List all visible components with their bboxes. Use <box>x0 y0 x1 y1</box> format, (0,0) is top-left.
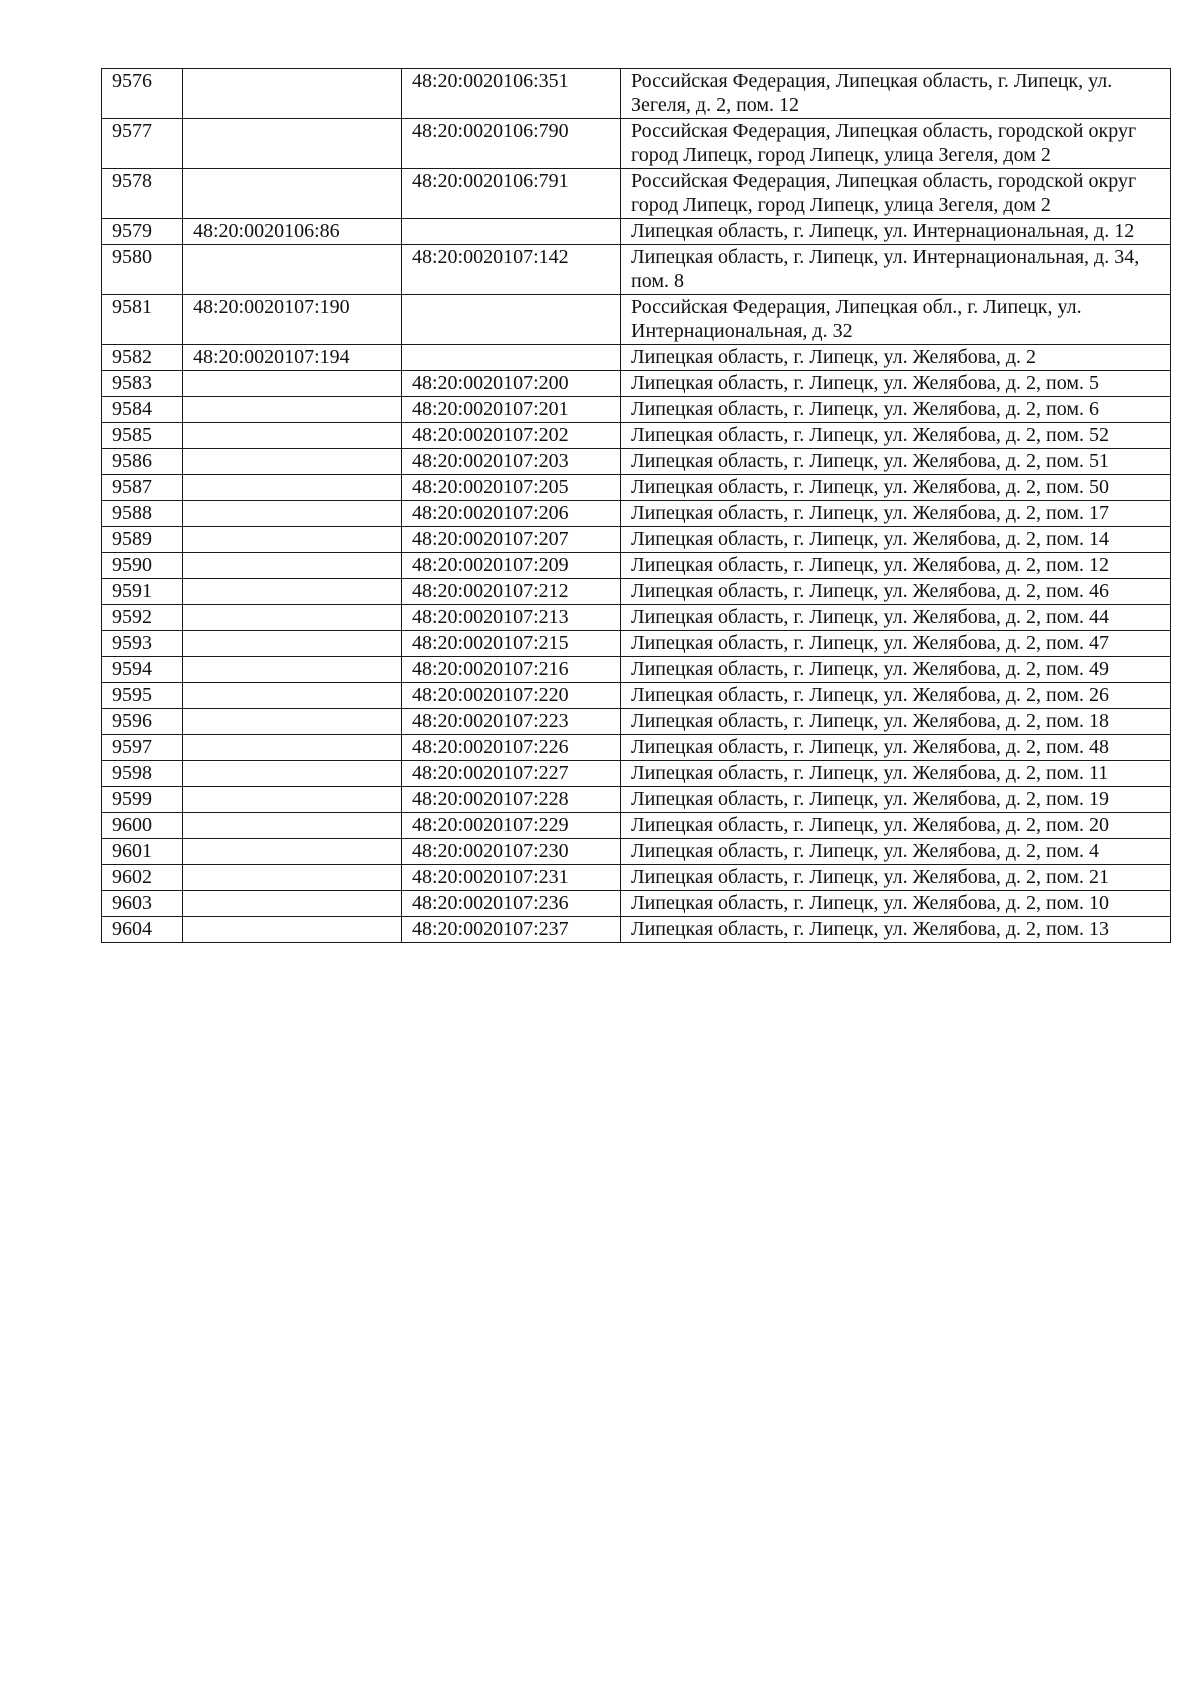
parcel-cadastral-number-cell <box>183 553 402 579</box>
address-cell: Липецкая область, г. Липецк, ул. Желябова, д. 2, пом. 18 <box>621 709 1171 735</box>
address-cell: Липецкая область, г. Липецк, ул. Желябова, д. 2, пом. 5 <box>621 371 1171 397</box>
object-cadastral-number-cell: 48:20:0020107:213 <box>402 605 621 631</box>
parcel-cadastral-number-cell <box>183 423 402 449</box>
address-cell: Липецкая область, г. Липецк, ул. Желябова, д. 2, пом. 44 <box>621 605 1171 631</box>
address-cell: Российская Федерация, Липецкая область, городской округ город Липецк, город Липецк, улица Зегеля, дом 2 <box>621 169 1171 219</box>
object-cadastral-number-cell <box>402 219 621 245</box>
parcel-cadastral-number-cell <box>183 683 402 709</box>
row-number-cell: 9590 <box>102 553 183 579</box>
parcel-cadastral-number-cell <box>183 579 402 605</box>
row-number-cell: 9587 <box>102 475 183 501</box>
table-row <box>102 245 1171 295</box>
object-cadastral-number-cell: 48:20:0020107:215 <box>402 631 621 657</box>
address-cell: Липецкая область, г. Липецк, ул. Желябова, д. 2, пом. 10 <box>621 891 1171 917</box>
row-number-cell: 9576 <box>102 69 183 119</box>
row-number-cell: 9584 <box>102 397 183 423</box>
table-row <box>102 917 1171 943</box>
row-number-cell: 9598 <box>102 761 183 787</box>
table-row <box>102 657 1171 683</box>
object-cadastral-number-cell: 48:20:0020107:223 <box>402 709 621 735</box>
address-cell: Липецкая область, г. Липецк, ул. Желябова, д. 2, пом. 50 <box>621 475 1171 501</box>
address-cell: Липецкая область, г. Липецк, ул. Желябова, д. 2, пом. 17 <box>621 501 1171 527</box>
object-cadastral-number-cell: 48:20:0020107:212 <box>402 579 621 605</box>
object-cadastral-number-cell: 48:20:0020107:229 <box>402 813 621 839</box>
address-cell: Липецкая область, г. Липецк, ул. Желябова, д. 2, пом. 12 <box>621 553 1171 579</box>
object-cadastral-number-cell: 48:20:0020107:201 <box>402 397 621 423</box>
object-cadastral-number-cell: 48:20:0020106:790 <box>402 119 621 169</box>
table-row <box>102 371 1171 397</box>
object-cadastral-number-cell: 48:20:0020107:226 <box>402 735 621 761</box>
table-row <box>102 345 1171 371</box>
row-number-cell: 9588 <box>102 501 183 527</box>
parcel-cadastral-number-cell <box>183 865 402 891</box>
parcel-cadastral-number-cell <box>183 475 402 501</box>
address-cell: Липецкая область, г. Липецк, ул. Желябова, д. 2, пом. 48 <box>621 735 1171 761</box>
parcel-cadastral-number-cell: 48:20:0020107:194 <box>183 345 402 371</box>
parcel-cadastral-number-cell: 48:20:0020107:190 <box>183 295 402 345</box>
parcel-cadastral-number-cell <box>183 371 402 397</box>
parcel-cadastral-number-cell <box>183 501 402 527</box>
parcel-cadastral-number-cell <box>183 397 402 423</box>
table-row <box>102 891 1171 917</box>
address-cell: Липецкая область, г. Липецк, ул. Желябова, д. 2, пом. 51 <box>621 449 1171 475</box>
table-row <box>102 169 1171 219</box>
row-number-cell: 9600 <box>102 813 183 839</box>
table-row <box>102 761 1171 787</box>
object-cadastral-number-cell: 48:20:0020107:216 <box>402 657 621 683</box>
address-cell: Липецкая область, г. Липецк, ул. Желябова, д. 2, пом. 46 <box>621 579 1171 605</box>
table-row <box>102 69 1171 119</box>
parcel-cadastral-number-cell <box>183 787 402 813</box>
row-number-cell: 9593 <box>102 631 183 657</box>
row-number-cell: 9579 <box>102 219 183 245</box>
address-cell: Липецкая область, г. Липецк, ул. Интернациональная, д. 34, пом. 8 <box>621 245 1171 295</box>
row-number-cell: 9595 <box>102 683 183 709</box>
address-cell: Липецкая область, г. Липецк, ул. Желябова, д. 2, пом. 21 <box>621 865 1171 891</box>
object-cadastral-number-cell: 48:20:0020107:207 <box>402 527 621 553</box>
object-cadastral-number-cell: 48:20:0020107:205 <box>402 475 621 501</box>
row-number-cell: 9602 <box>102 865 183 891</box>
address-cell: Липецкая область, г. Липецк, ул. Желябова, д. 2, пом. 6 <box>621 397 1171 423</box>
table-row <box>102 423 1171 449</box>
address-cell: Липецкая область, г. Липецк, ул. Желябова, д. 2, пом. 11 <box>621 761 1171 787</box>
parcel-cadastral-number-cell <box>183 761 402 787</box>
object-cadastral-number-cell: 48:20:0020107:209 <box>402 553 621 579</box>
row-number-cell: 9589 <box>102 527 183 553</box>
parcel-cadastral-number-cell <box>183 605 402 631</box>
parcel-cadastral-number-cell <box>183 527 402 553</box>
row-number-cell: 9591 <box>102 579 183 605</box>
address-cell: Липецкая область, г. Липецк, ул. Желябова, д. 2, пом. 52 <box>621 423 1171 449</box>
table-row <box>102 527 1171 553</box>
object-cadastral-number-cell: 48:20:0020107:142 <box>402 245 621 295</box>
address-cell: Липецкая область, г. Липецк, ул. Желябова, д. 2, пом. 13 <box>621 917 1171 943</box>
row-number-cell: 9581 <box>102 295 183 345</box>
parcel-cadastral-number-cell <box>183 631 402 657</box>
parcel-cadastral-number-cell <box>183 69 402 119</box>
table-row <box>102 865 1171 891</box>
table-row <box>102 709 1171 735</box>
parcel-cadastral-number-cell <box>183 119 402 169</box>
object-cadastral-number-cell: 48:20:0020107:203 <box>402 449 621 475</box>
object-cadastral-number-cell <box>402 345 621 371</box>
table-body <box>102 69 1171 943</box>
row-number-cell: 9577 <box>102 119 183 169</box>
table-row <box>102 219 1171 245</box>
address-cell: Липецкая область, г. Липецк, ул. Желябова, д. 2, пом. 49 <box>621 657 1171 683</box>
table-row <box>102 397 1171 423</box>
row-number-cell: 9599 <box>102 787 183 813</box>
address-cell: Липецкая область, г. Липецк, ул. Желябова, д. 2, пом. 19 <box>621 787 1171 813</box>
object-cadastral-number-cell: 48:20:0020107:220 <box>402 683 621 709</box>
object-cadastral-number-cell: 48:20:0020107:202 <box>402 423 621 449</box>
object-cadastral-number-cell: 48:20:0020107:206 <box>402 501 621 527</box>
row-number-cell: 9582 <box>102 345 183 371</box>
row-number-cell: 9592 <box>102 605 183 631</box>
parcel-cadastral-number-cell <box>183 813 402 839</box>
row-number-cell: 9586 <box>102 449 183 475</box>
address-cell: Липецкая область, г. Липецк, ул. Желябова, д. 2, пом. 14 <box>621 527 1171 553</box>
object-cadastral-number-cell: 48:20:0020106:791 <box>402 169 621 219</box>
address-cell: Российская Федерация, Липецкая область, городской округ город Липецк, город Липецк, улица Зегеля, дом 2 <box>621 119 1171 169</box>
address-cell: Липецкая область, г. Липецк, ул. Желябова, д. 2, пом. 26 <box>621 683 1171 709</box>
object-cadastral-number-cell: 48:20:0020106:351 <box>402 69 621 119</box>
address-cell: Липецкая область, г. Липецк, ул. Желябова, д. 2, пом. 4 <box>621 839 1171 865</box>
table-row <box>102 501 1171 527</box>
row-number-cell: 9585 <box>102 423 183 449</box>
table-row <box>102 475 1171 501</box>
parcel-cadastral-number-cell <box>183 657 402 683</box>
address-cell: Липецкая область, г. Липецк, ул. Желябова, д. 2, пом. 20 <box>621 813 1171 839</box>
object-cadastral-number-cell: 48:20:0020107:230 <box>402 839 621 865</box>
parcel-cadastral-number-cell: 48:20:0020106:86 <box>183 219 402 245</box>
address-cell: Липецкая область, г. Липецк, ул. Интернациональная, д. 12 <box>621 219 1171 245</box>
object-cadastral-number-cell <box>402 295 621 345</box>
object-cadastral-number-cell: 48:20:0020107:231 <box>402 865 621 891</box>
parcel-cadastral-number-cell <box>183 709 402 735</box>
row-number-cell: 9603 <box>102 891 183 917</box>
table-row <box>102 449 1171 475</box>
parcel-cadastral-number-cell <box>183 891 402 917</box>
parcel-cadastral-number-cell <box>183 839 402 865</box>
address-cell: Липецкая область, г. Липецк, ул. Желябова, д. 2, пом. 47 <box>621 631 1171 657</box>
table-row <box>102 813 1171 839</box>
parcel-cadastral-number-cell <box>183 245 402 295</box>
address-cell: Липецкая область, г. Липецк, ул. Желябова, д. 2 <box>621 345 1171 371</box>
table-row <box>102 839 1171 865</box>
object-cadastral-number-cell: 48:20:0020107:227 <box>402 761 621 787</box>
parcel-cadastral-number-cell <box>183 449 402 475</box>
address-cell: Российская Федерация, Липецкая область, г. Липецк, ул. Зегеля, д. 2, пом. 12 <box>621 69 1171 119</box>
table-row <box>102 735 1171 761</box>
parcel-cadastral-number-cell <box>183 169 402 219</box>
table-row <box>102 295 1171 345</box>
cadastral-table <box>101 68 1171 943</box>
parcel-cadastral-number-cell <box>183 735 402 761</box>
row-number-cell: 9578 <box>102 169 183 219</box>
table-row <box>102 631 1171 657</box>
object-cadastral-number-cell: 48:20:0020107:200 <box>402 371 621 397</box>
table-row <box>102 683 1171 709</box>
row-number-cell: 9601 <box>102 839 183 865</box>
table-row <box>102 553 1171 579</box>
row-number-cell: 9580 <box>102 245 183 295</box>
row-number-cell: 9597 <box>102 735 183 761</box>
parcel-cadastral-number-cell <box>183 917 402 943</box>
row-number-cell: 9604 <box>102 917 183 943</box>
table-row <box>102 579 1171 605</box>
row-number-cell: 9583 <box>102 371 183 397</box>
address-cell: Российская Федерация, Липецкая обл., г. Липецк, ул. Интернациональная, д. 32 <box>621 295 1171 345</box>
table-row <box>102 787 1171 813</box>
row-number-cell: 9594 <box>102 657 183 683</box>
row-number-cell: 9596 <box>102 709 183 735</box>
object-cadastral-number-cell: 48:20:0020107:237 <box>402 917 621 943</box>
table-row <box>102 605 1171 631</box>
object-cadastral-number-cell: 48:20:0020107:236 <box>402 891 621 917</box>
table-row <box>102 119 1171 169</box>
object-cadastral-number-cell: 48:20:0020107:228 <box>402 787 621 813</box>
